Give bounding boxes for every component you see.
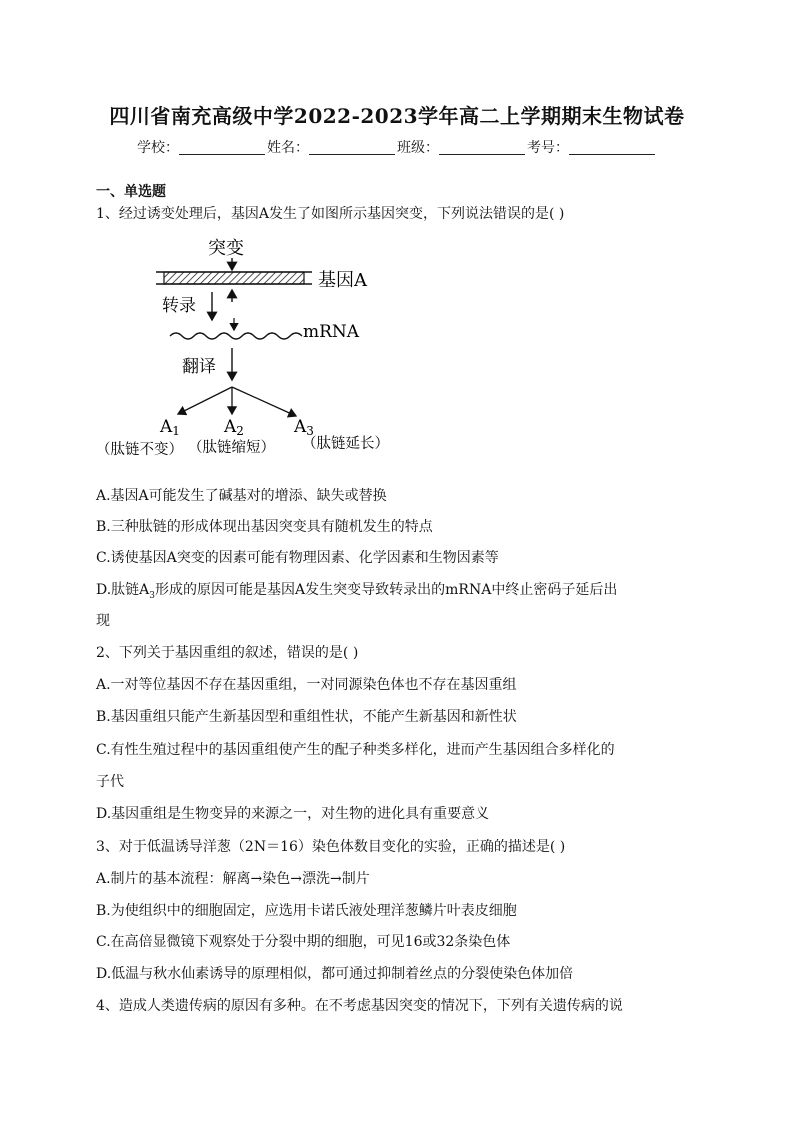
question-1-option-a[interactable]: A.基因A可能发生了碱基对的增添、缺失或替换	[96, 488, 387, 504]
question-2-option-c-cont: 子代	[96, 774, 124, 790]
class-label: 班级：	[397, 140, 439, 156]
class-blank[interactable]	[439, 140, 525, 155]
exam-number-field[interactable]	[527, 137, 657, 157]
product-a2-label: A2	[224, 417, 244, 438]
mrna-wave	[170, 333, 302, 339]
section-heading: 一、单选题	[96, 184, 166, 200]
gene-a-label: 基因A	[318, 270, 367, 291]
option-d-subscript: 3	[149, 590, 156, 601]
exam-number-blank[interactable]	[569, 140, 655, 155]
transcription-label: 转录	[162, 296, 196, 316]
question-1-option-b[interactable]: B.三种肽链的形成体现出基因突变具有随机发生的特点	[96, 519, 433, 535]
question-3-option-c[interactable]: C.在高倍显微镜下观察处于分裂中期的细胞，可见16或32条染色体	[96, 934, 511, 950]
name-field[interactable]	[267, 137, 397, 157]
gene-mutation-diagram	[96, 232, 416, 464]
product-a3-arrow	[232, 387, 296, 416]
school-label: 学校：	[137, 140, 179, 156]
question-1-option-d[interactable]	[96, 580, 617, 606]
product-a1-label: A1	[160, 417, 180, 438]
option-d-text-start: D.肽链A	[96, 582, 150, 598]
name-label: 姓名：	[267, 140, 309, 156]
name-blank[interactable]	[309, 140, 395, 155]
question-2-option-b[interactable]: B.基因重组只能产生新基因型和重组性状，不能产生新基因和新性状	[96, 709, 517, 725]
product-a3-note: （肽链延长）	[302, 436, 389, 452]
question-2-option-a[interactable]: A.一对等位基因不存在基因重组，一对同源染色体也不存在基因重组	[96, 677, 517, 693]
mrna-label: mRNA	[303, 322, 360, 342]
exam-title: 四川省南充高级中学2022-2023学年高二上学期期末生物试卷	[109, 104, 685, 128]
question-1-option-d-cont: 现	[96, 613, 110, 629]
school-field[interactable]	[137, 137, 267, 157]
question-1-option-c[interactable]: C.诱使基因A突变的因素可能有物理因素、化学因素和生物因素等	[96, 550, 499, 566]
question-2-option-d[interactable]: D.基因重组是生物变异的来源之一，对生物的进化具有重要意义	[96, 806, 490, 822]
question-3-stem: 3、对于低温诱导洋葱（2N＝16）染色体数目变化的实验，正确的描述是( )	[96, 839, 566, 855]
student-info-line	[0, 137, 794, 157]
question-3-option-a[interactable]: A.制片的基本流程：解离→染色→漂洗→制片	[96, 871, 370, 887]
question-2-option-c[interactable]: C.有性生殖过程中的基因重组使产生的配子种类多样化，进而产生基因组合多样化的	[96, 742, 615, 758]
mutation-label: 突变	[208, 238, 244, 259]
question-3-option-b[interactable]: B.为使组织中的细胞固定，应选用卡诺氏液处理洋葱鳞片叶表皮细胞	[96, 903, 517, 919]
question-3-option-d[interactable]: D.低温与秋水仙素诱导的原理相似，都可通过抑制着丝点的分裂使染色体加倍	[96, 966, 574, 982]
question-2-stem: 2、下列关于基因重组的叙述，错误的是( )	[96, 645, 359, 661]
class-field[interactable]	[397, 137, 527, 157]
product-a1-arrow	[178, 387, 232, 414]
school-blank[interactable]	[179, 140, 265, 155]
gene-a-bar	[164, 272, 304, 284]
option-d-text-end: 形成的原因可能是基因A发生突变导致转录出的mRNA中终止密码子延后出	[155, 582, 618, 598]
question-4-stem: 4、造成人类遗传病的原因有多种。在不考虑基因突变的情况下，下列有关遗传病的说	[96, 998, 623, 1014]
question-1-stem: 1、经过诱变处理后，基因A发生了如图所示基因突变，下列说法错误的是( )	[96, 206, 565, 222]
product-a2-note: （肽链缩短）	[188, 440, 275, 456]
product-a3-label: A3	[294, 417, 314, 438]
product-a1-note: （肽链不变）	[96, 442, 183, 458]
translation-label: 翻译	[182, 357, 216, 377]
exam-number-label: 考号：	[527, 140, 569, 156]
